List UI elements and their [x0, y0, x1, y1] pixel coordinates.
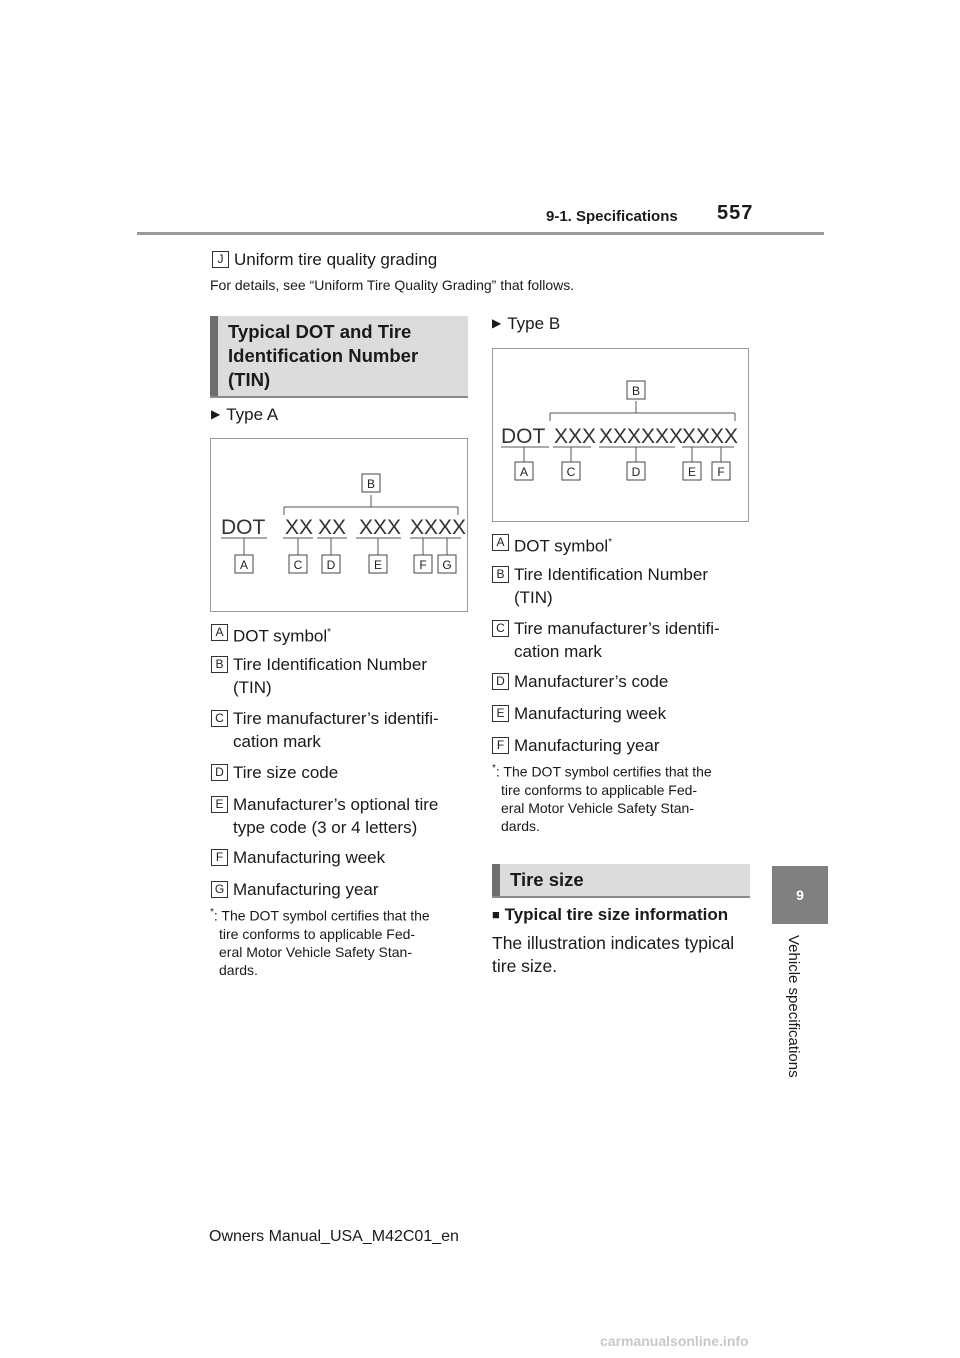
footnote-marker: * [327, 627, 332, 638]
type-a-item-b [215, 653, 428, 699]
subheading-text: Typical tire size information [504, 905, 729, 924]
item-text: Tire size code [233, 763, 339, 782]
square-bullet-icon: ■ [492, 907, 500, 922]
badge-e: E [211, 796, 228, 813]
chapter-title: Vehicle specifications [785, 935, 802, 1078]
item-text-cont: (TIN) [514, 588, 553, 607]
chapter-side-label [778, 935, 808, 1100]
type-a-badge-d: D [326, 558, 336, 572]
type-b-group-1: XXX [554, 425, 597, 448]
footnote-line: eral Motor Vehicle Safety Stan- [219, 943, 412, 960]
footnote-line: dards. [219, 961, 258, 978]
tire-size-title-rule [492, 896, 750, 898]
badge-a: A [492, 534, 509, 551]
footer-text: Owners Manual_USA_M42C01_en [209, 1228, 459, 1245]
footnote-star: * [210, 907, 214, 918]
type-a-badge-a: A [239, 558, 249, 572]
badge-e: E [492, 705, 509, 722]
type-a-item-e [215, 793, 439, 839]
badge-f: F [492, 737, 509, 754]
dot-section-title [210, 316, 468, 396]
watermark: carmanualsonline.info [600, 1333, 749, 1349]
tire-size-title: Tire size [492, 864, 750, 896]
item-j-label: Uniform tire quality grading [234, 250, 438, 269]
type-b-item-f [496, 734, 660, 757]
footnote-line: dards. [501, 817, 540, 834]
type-a-badge-c: C [293, 558, 303, 572]
footnote-star: * [492, 763, 496, 774]
type-b-diagram [492, 348, 749, 522]
type-a-group-3: XXX [359, 516, 402, 539]
item-text: Tire manufacturer’s identifi- [233, 709, 439, 728]
chapter-tab: 9 [772, 866, 828, 924]
item-text-cont: type code (3 or 4 letters) [233, 818, 418, 837]
item-text-cont: cation mark [514, 642, 602, 661]
section-title: 9-1. Specifications [546, 208, 678, 225]
dot-title-line3: (TIN) [228, 369, 271, 390]
type-b-badge-e: E [687, 465, 697, 479]
body-line: The illustration indicates typical [492, 933, 735, 953]
type-a-footnote [210, 904, 430, 979]
item-text: DOT symbol [514, 536, 609, 556]
type-a-dot-text: DOT [221, 516, 266, 539]
footnote-line: : The DOT symbol certifies that the [495, 763, 712, 780]
item-text: Manufacturing week [514, 704, 667, 723]
type-b-badge-d: D [631, 465, 641, 479]
badge-a: A [211, 624, 228, 641]
type-b-item-a [496, 531, 613, 558]
type-a-badge-f: F [419, 558, 427, 572]
badge-d: D [211, 764, 228, 781]
type-a-heading [211, 405, 278, 425]
type-b-item-b [496, 563, 709, 609]
badge-c: C [492, 620, 509, 637]
item-text: Manufacturing week [233, 848, 386, 867]
footnote-line: : The DOT symbol certifies that the [213, 907, 430, 924]
type-a-badge-b: B [366, 477, 376, 491]
type-a-group-4: XXXX [410, 516, 467, 539]
item-text: Tire Identification Number [514, 565, 709, 584]
details-note: For details, see “Uniform Tire Quality Grading” that follows. [210, 277, 575, 293]
badge-d: D [492, 673, 509, 690]
header-rule [137, 232, 824, 235]
badge-b: B [492, 566, 509, 583]
badge-c: C [211, 710, 228, 727]
item-text: Tire manufacturer’s identifi- [514, 619, 720, 638]
footnote-line: tire conforms to applicable Fed- [219, 925, 416, 942]
item-text: Tire Identification Number [233, 655, 428, 674]
type-b-item-c [496, 617, 720, 663]
type-b-label: Type B [507, 314, 561, 333]
type-a-diagram [210, 438, 468, 612]
item-text: Manufacturer’s code [514, 672, 669, 691]
tire-size-body [492, 932, 734, 978]
badge-f: F [211, 849, 228, 866]
type-a-item-g [214, 878, 379, 901]
type-b-item-d [496, 670, 669, 693]
body-line: tire size. [492, 956, 558, 976]
type-b-badge-a: A [519, 465, 529, 479]
type-a-badge-g: G [442, 558, 452, 572]
dot-title-line1: Typical DOT and Tire [228, 321, 412, 342]
dot-title-rule [210, 396, 468, 398]
item-text: Manufacturing year [233, 880, 379, 899]
triangle-bullet-icon: ▶ [492, 316, 502, 330]
dot-title-line2: Identification Number [228, 345, 419, 366]
item-j [217, 248, 438, 271]
type-b-dot-text: DOT [501, 425, 546, 448]
type-a-diagram-svg [211, 439, 467, 611]
item-text-cont: (TIN) [233, 678, 272, 697]
triangle-bullet-icon: ▶ [211, 407, 221, 421]
type-a-item-f [215, 846, 386, 869]
type-b-badge-f: F [717, 465, 725, 479]
badge-j: J [212, 251, 229, 268]
item-text: Manufacturing year [514, 736, 660, 755]
footnote-line: eral Motor Vehicle Safety Stan- [501, 799, 694, 816]
type-b-group-3: XXXX [682, 425, 739, 448]
type-a-item-c [215, 707, 439, 753]
badge-g: G [211, 881, 228, 898]
item-text: DOT symbol [233, 626, 328, 646]
item-text-cont: cation mark [233, 732, 321, 751]
tire-size-subheading [492, 905, 728, 925]
page-number: 557 [717, 202, 754, 224]
footnote-marker: * [608, 537, 613, 548]
footnote-line: tire conforms to applicable Fed- [501, 781, 698, 798]
type-a-badge-e: E [373, 558, 383, 572]
type-a-item-a [215, 621, 332, 648]
type-b-badge-b: B [631, 384, 641, 398]
type-a-group-1: XX [285, 516, 314, 539]
type-a-item-d [215, 761, 339, 784]
type-b-group-2: XXXXXX [599, 425, 684, 448]
item-text: Manufacturer’s optional tire [233, 795, 439, 814]
type-b-badge-c: C [566, 465, 576, 479]
type-b-item-e [496, 702, 667, 725]
type-b-diagram-svg [493, 349, 748, 521]
type-b-footnote [492, 760, 712, 835]
badge-b: B [211, 656, 228, 673]
type-a-label: Type A [226, 405, 279, 424]
type-a-group-2: XX [318, 516, 347, 539]
type-b-heading [492, 314, 560, 334]
